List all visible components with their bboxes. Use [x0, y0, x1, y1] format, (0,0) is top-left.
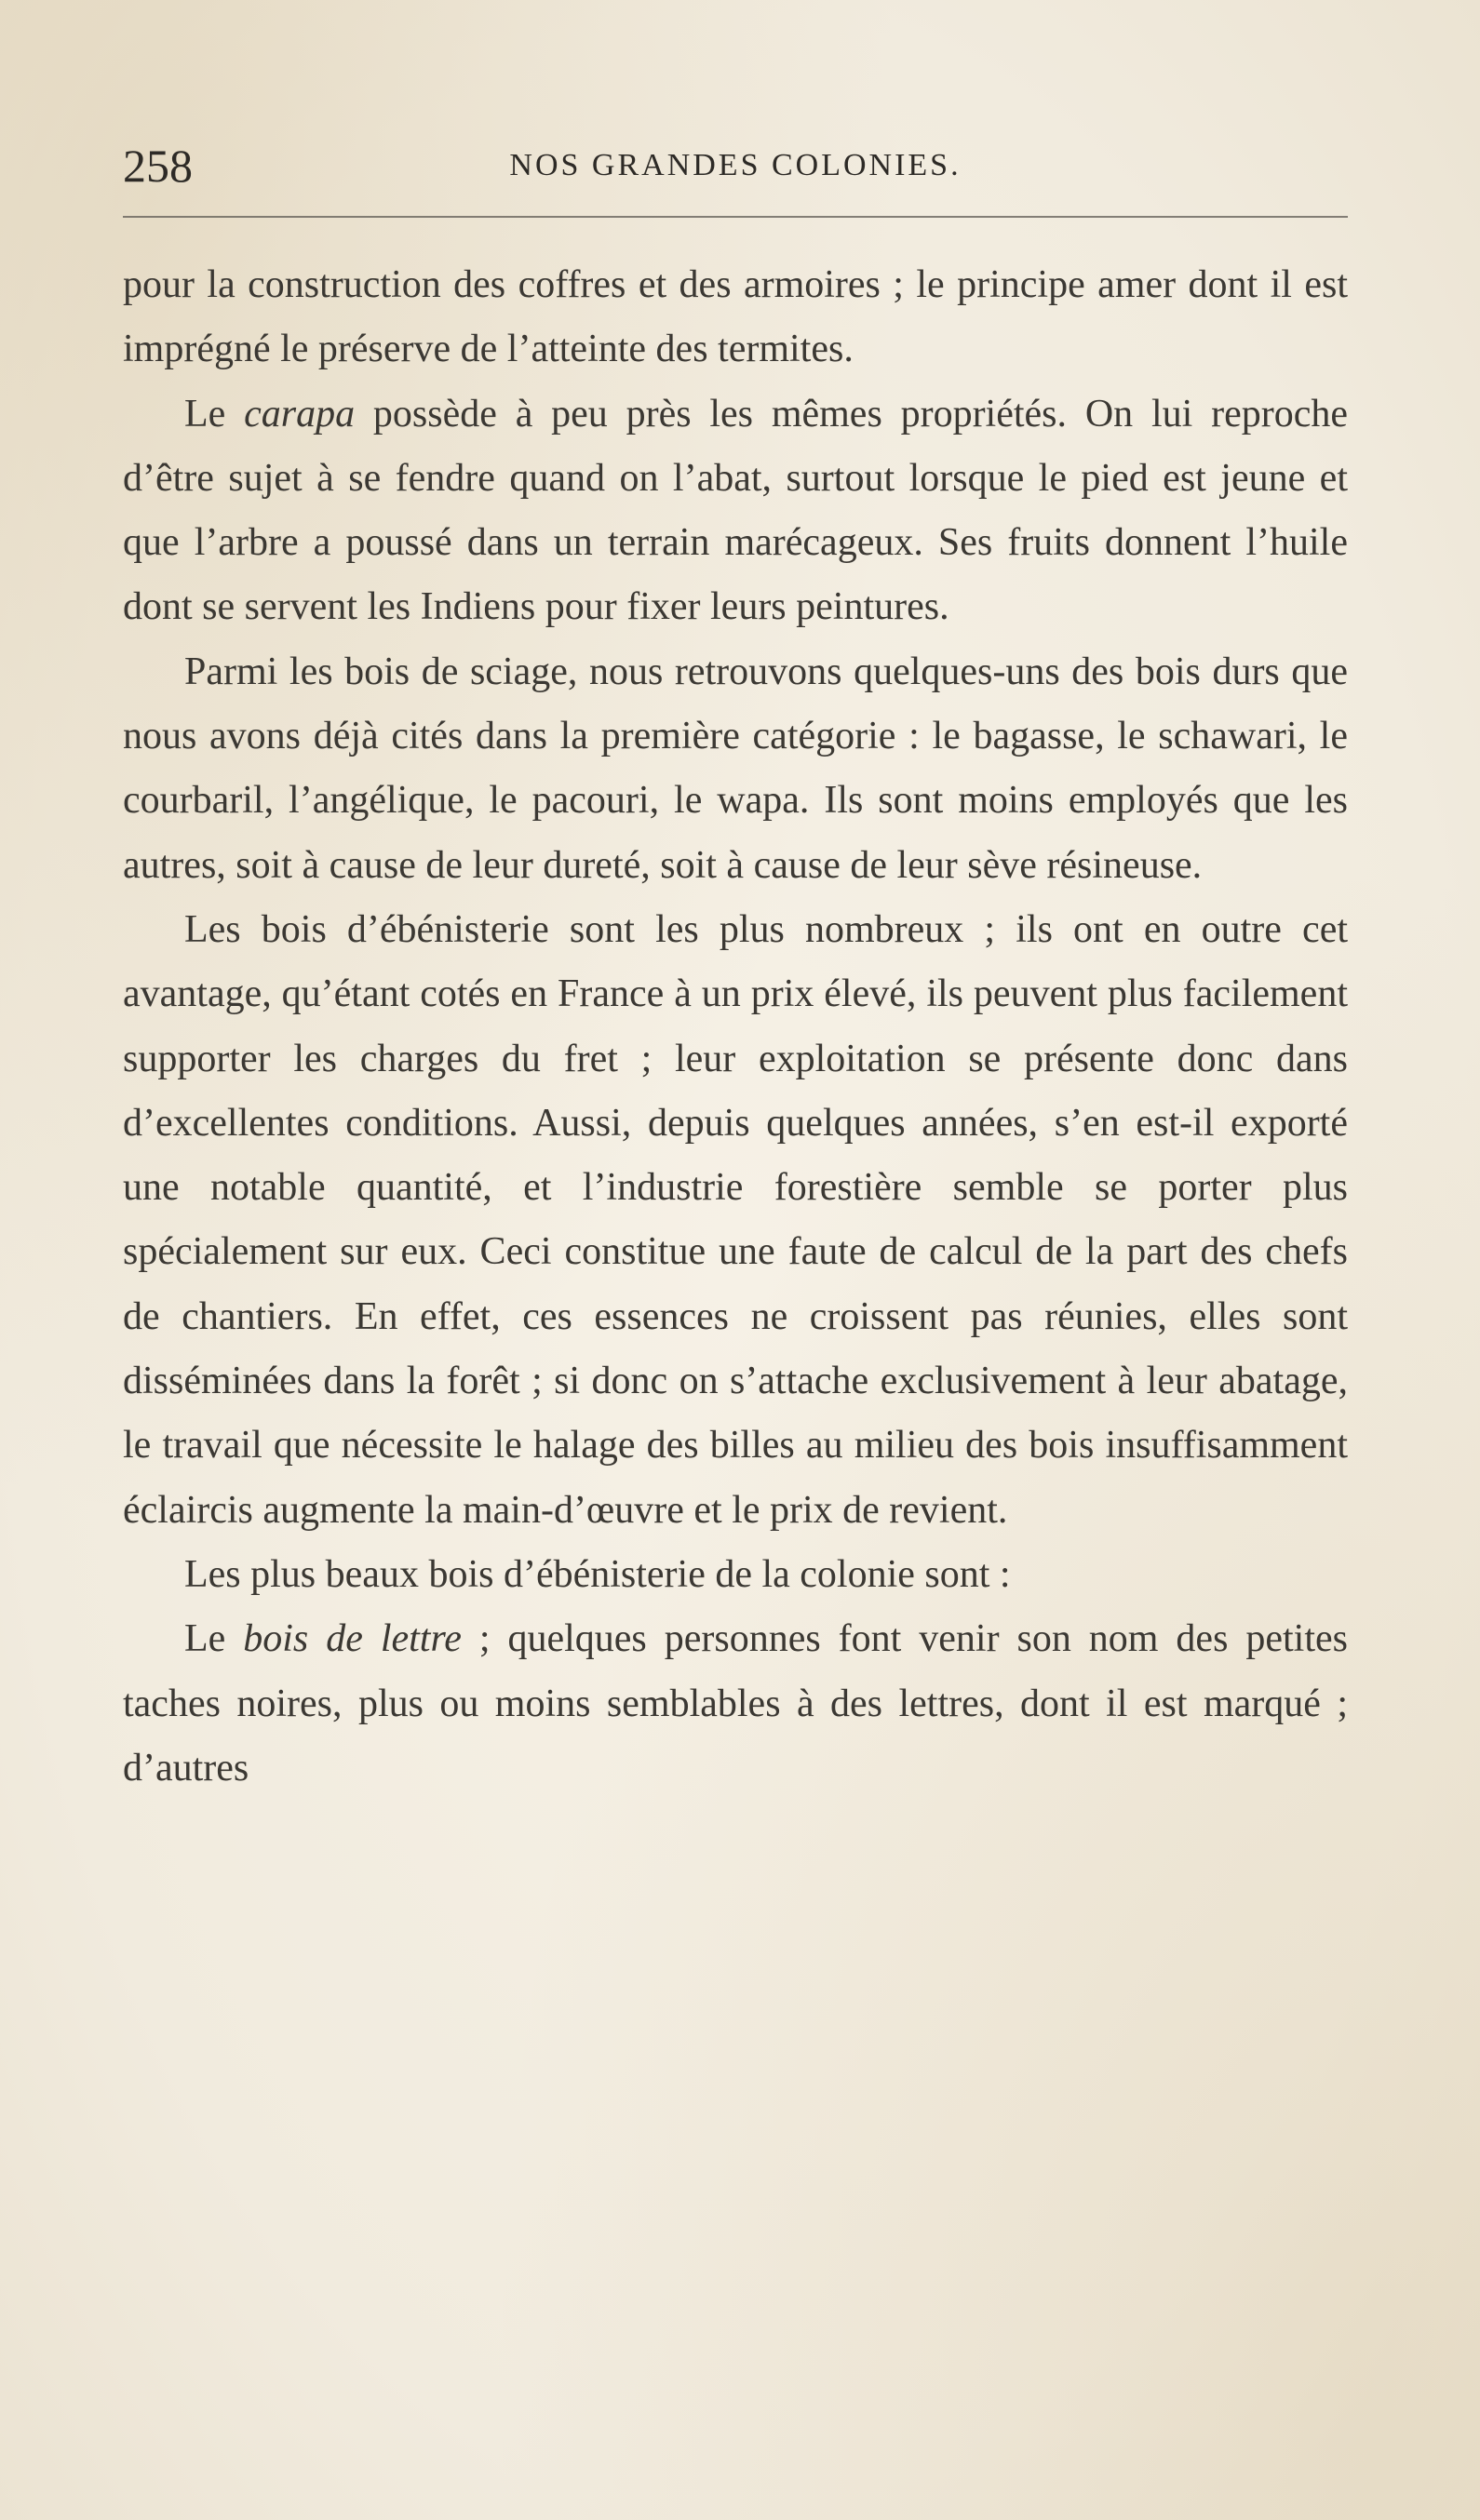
header-rule [123, 216, 1348, 218]
paragraph [123, 640, 1348, 898]
paragraph-italic-text: carapa [244, 392, 356, 436]
page-number: 258 [123, 140, 193, 192]
paragraph-text-continued: ; quelques personnes font venir son nom des petites taches noires, plus ou moins semblables à des lettres, dont il est marqué ; d’autres [123, 1617, 1349, 1789]
paragraph [123, 1607, 1348, 1801]
paragraph [123, 898, 1348, 1543]
paragraph-text: pour la construction des coffres et des armoires ; le principe amer dont il est imprégné le préserve de l’atteinte des termites. [123, 263, 1348, 371]
paragraph-text: Le [184, 392, 245, 436]
running-title: NOS GRANDES COLONIES. [509, 148, 962, 182]
paragraph-text: Le [184, 1617, 244, 1661]
paragraph [123, 382, 1348, 640]
paragraph [123, 1543, 1348, 1607]
paragraph-text: Les bois d’ébénisterie sont les plus nombreux ; ils ont en outre cet avantage, qu’étant cotés en France à un prix élevé, ils peuvent plus facilement supporter les charges du fret ; leur exploitation se présente donc dans d’excellentes conditions. Aussi, depuis quelques années, s’en est-il exporté une notable quantité, et l’industrie forestière semble se porter plus spécialement sur eux. Ceci constitue une faute de calcul de la part des chefs de chantiers. En effet, ces essences ne croissent pas réunies, elles sont disséminées dans la forêt ; si donc on s’attache exclusivement à leur abatage, le travail que nécessite le halage des billes au milieu des bois insuffisamment éclaircis augmente la main-d’œuvre et le prix de revient. [123, 907, 1348, 1532]
paragraph-text: Parmi les bois de sciage, nous retrouvons quelques-uns des bois durs que nous avons déjà cités dans la première catégorie : le bagasse, le schawari, le courbaril, l’angélique, le pacouri, le wapa. Ils sont moins employés que les autres, soit à cause de leur dureté, soit à cause de leur sève résineuse. [123, 650, 1348, 887]
paragraph-text-continued: possède à peu près les mêmes propriétés. On lui reproche d’être sujet à se fendre quand on l’abat, surtout lorsque le pied est jeune et que l’arbre a poussé dans un terrain marécageux. Ses fruits donnent l’huile dont se servent les Indiens pour fixer leurs peintures. [123, 392, 1349, 629]
paragraph-italic-text: bois de lettre [243, 1617, 462, 1661]
page-header [123, 130, 1348, 201]
paragraph [123, 253, 1348, 382]
body-text [123, 253, 1348, 1801]
paragraph-text: Les plus beaux bois d’ébénisterie de la colonie sont : [184, 1552, 1011, 1596]
